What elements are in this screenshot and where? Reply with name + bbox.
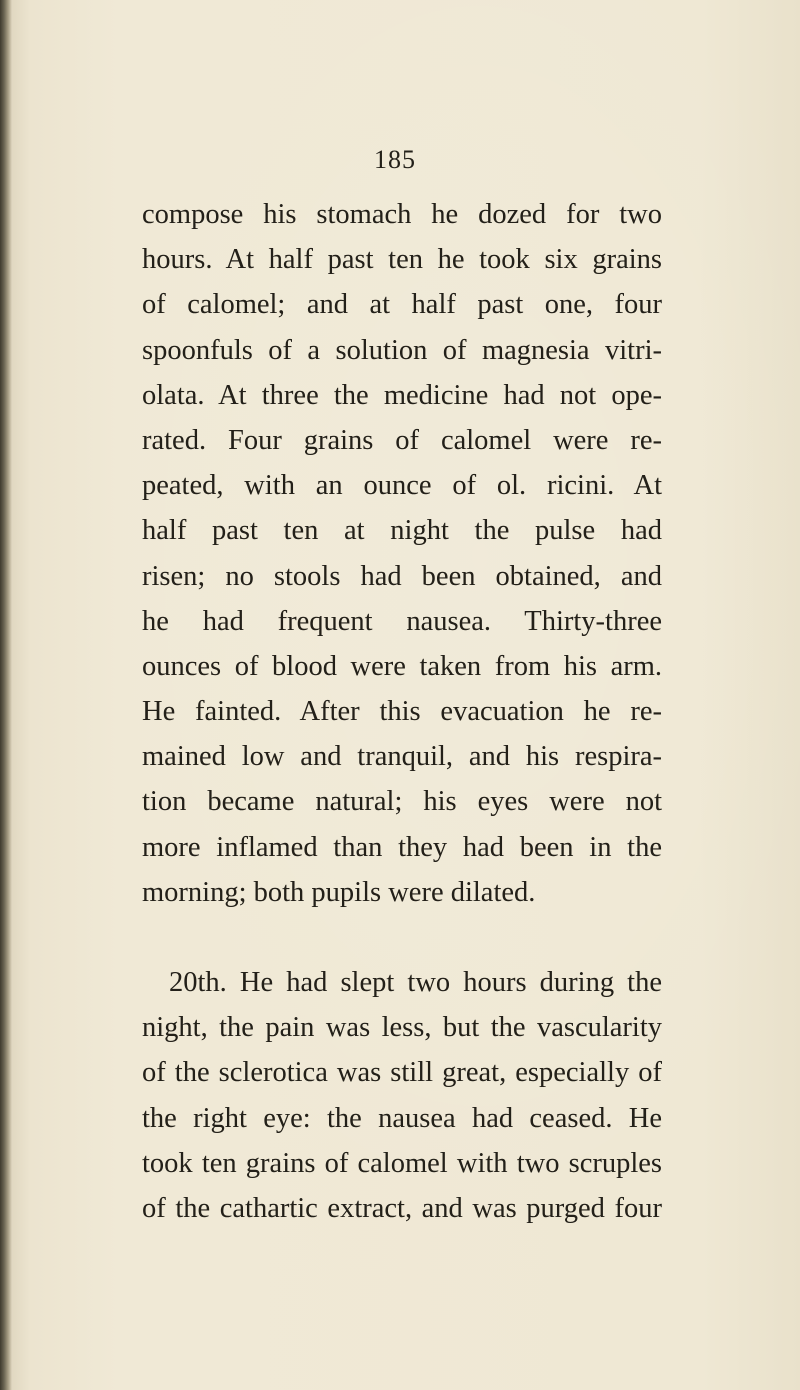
text-line: of the sclerotica was still great, especially of (142, 1057, 662, 1089)
paragraph-gap (142, 915, 662, 960)
text-line: tion became natural; his eyes were not (142, 786, 662, 818)
text-line: He fainted. After this evacuation he re- (142, 696, 662, 728)
text-line: the right eye: the nausea had ceased. He (142, 1102, 662, 1134)
text-line: half past ten at night the pulse had (142, 515, 662, 547)
text-line: compose his stomach he dozed for two (142, 199, 662, 230)
text-line: ounces of blood were taken from his arm. (142, 650, 662, 682)
text-line: olata. At three the medicine had not ope- (142, 379, 662, 411)
text-line: hours. At half past ten he took six grains (142, 244, 662, 276)
text-line: more inflamed than they had been in the (142, 831, 662, 863)
body-text (142, 192, 662, 1231)
text-line: spoonfuls of a solution of magnesia vitri- (142, 334, 662, 366)
text-line: night, the pain was less, but the vascularity (142, 1012, 662, 1044)
page-number: 185 (374, 145, 416, 174)
text-line: risen; no stools had been obtained, and (142, 560, 662, 592)
text-line: took ten grains of calomel with two scruples (142, 1147, 662, 1179)
paragraph-2 (142, 960, 662, 1231)
text-line: peated, with an ounce of ol. ricini. At (142, 470, 662, 502)
binding-edge (0, 0, 12, 1390)
text-line: he had frequent nausea. Thirty-three (142, 605, 662, 637)
paragraph-1 (142, 192, 662, 915)
text-line: morning; both pupils were dilated. (142, 876, 536, 908)
text-line: rated. Four grains of calomel were re- (142, 424, 662, 456)
text-line: of the cathartic extract, and was purged four (142, 1192, 662, 1224)
text-line: mained low and tranquil, and his respira- (142, 741, 662, 773)
text-line: 20th. He had slept two hours during the (169, 967, 662, 998)
text-line: of calomel; and at half past one, four (142, 289, 662, 321)
